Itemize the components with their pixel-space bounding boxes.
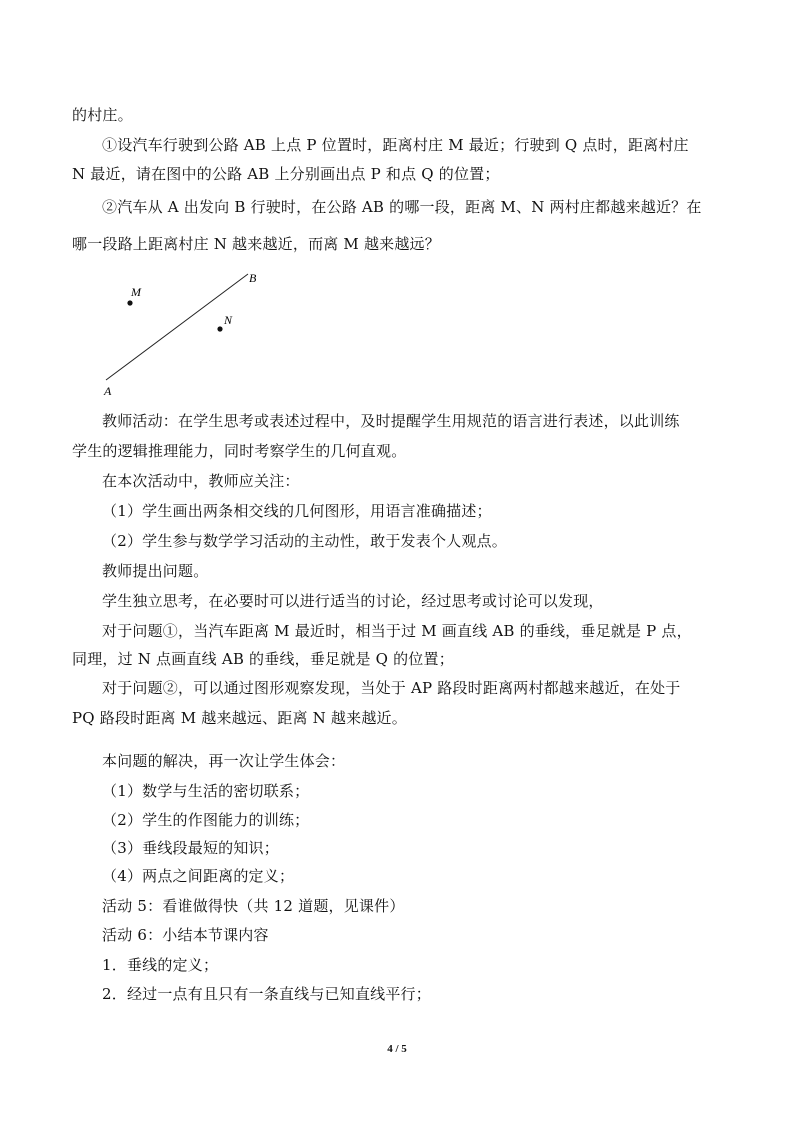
road-ab-line xyxy=(106,274,248,380)
text-line: ②汽车从 A 出发向 B 行驶时，在公路 AB 的哪一段，距离 M、N 两村庄都越来越近？在 xyxy=(102,198,702,216)
text-line: 对于问题①，当汽车距离 M 最近时，相当于过 M 画直线 AB 的垂线，垂足就是 P 点， xyxy=(102,622,692,640)
label-b: B xyxy=(249,271,257,285)
text-line: 教师活动：在学生思考或表述过程中，及时提醒学生用规范的语言进行表述，以此训练 xyxy=(102,412,680,430)
text-line: （2）学生参与数学学习活动的主动性，敢于发表个人观点。 xyxy=(102,532,507,550)
text-line: （2）学生的作图能力的训练； xyxy=(102,811,310,829)
text-line: PQ 路段时距离 M 越来越远、距离 N 越来越近。 xyxy=(72,709,407,727)
text-line: 学生独立思考，在必要时可以进行适当的讨论，经过思考或讨论可以发现， xyxy=(102,592,604,610)
text-line: N 最近，请在图中的公路 AB 上分别画出点 P 和点 Q 的位置； xyxy=(72,165,500,183)
label-m: M xyxy=(131,285,141,299)
label-a: A xyxy=(104,384,112,398)
text-line: 的村庄。 xyxy=(72,106,133,124)
text-line: 教师提出问题。 xyxy=(102,562,209,580)
text-line: （1）学生画出两条相交线的几何图形，用语言准确描述； xyxy=(102,502,492,520)
text-line: 在本次活动中，教师应关注： xyxy=(102,472,300,490)
text-line: （4）两点之间距离的定义； xyxy=(102,867,295,885)
text-line: 活动 6：小结本节课内容 xyxy=(102,926,269,944)
text-line: 本问题的解决，再一次让学生体会： xyxy=(102,752,346,770)
text-line: ①设汽车行驶到公路 AB 上点 P 位置时，距离村庄 M 最近；行驶到 Q 点时，距离村庄 xyxy=(102,136,689,154)
road-diagram xyxy=(100,266,270,400)
label-n: N xyxy=(224,313,233,327)
page-number: 4 / 5 xyxy=(387,1043,407,1055)
text-line: 2．经过一点有且只有一条直线与已知直线平行； xyxy=(102,985,431,1003)
text-line: 对于问题②，可以通过图形观察发现，当处于 AP 路段时距离两村都越来越近，在处于 xyxy=(102,679,681,697)
text-line: 学生的逻辑推理能力，同时考察学生的几何直观。 xyxy=(72,442,407,460)
text-line: （1）数学与生活的密切联系； xyxy=(102,782,310,800)
village-n-point xyxy=(217,326,222,331)
village-m-point xyxy=(127,300,132,305)
text-line: 哪一段路上距离村庄 N 越来越近，而离 M 越来越远？ xyxy=(72,235,440,253)
text-line: 活动 5：看谁做得快（共 12 道题，见课件） xyxy=(102,897,405,915)
text-line: （3）垂线段最短的知识； xyxy=(102,839,279,857)
text-line: 同理，过 N 点画直线 AB 的垂线，垂足就是 Q 的位置； xyxy=(72,650,454,668)
text-line: 1．垂线的定义； xyxy=(102,956,219,974)
